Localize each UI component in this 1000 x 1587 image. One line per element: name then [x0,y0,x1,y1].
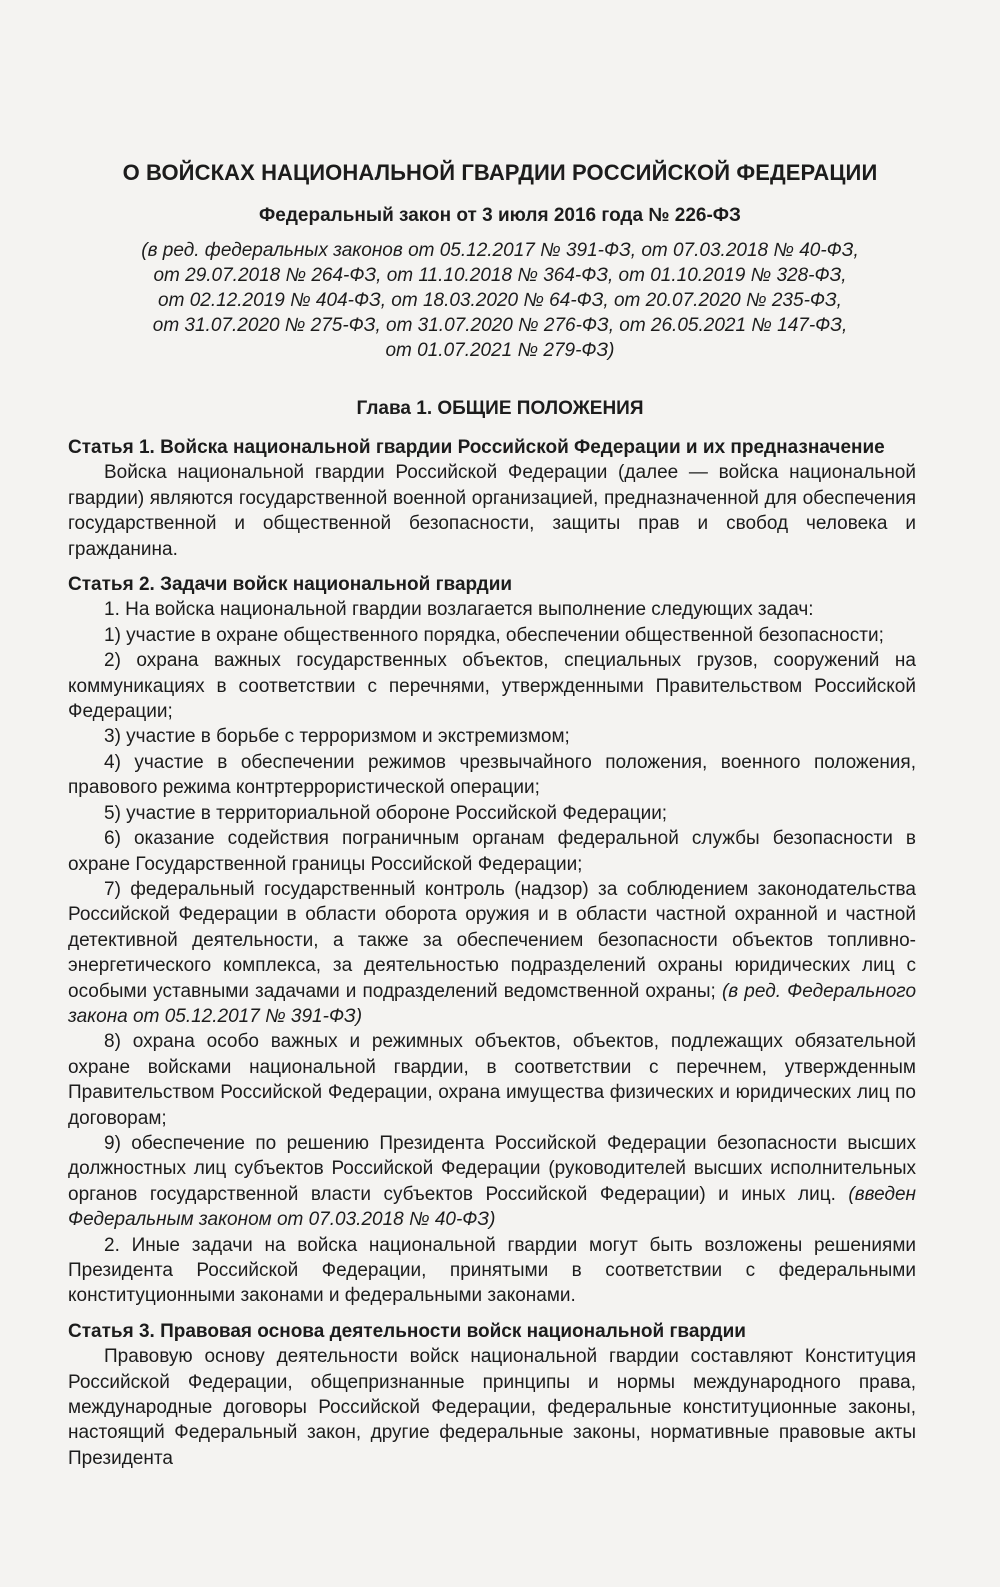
article-2-item-8: 8) охрана особо важных и режимных объектов, объектов, подлежащих обязательной охране войсками национальной гвардии, в соответствии с перечнем, утвержденным Правительством Российской Федерации, охрана имущества физических и юридических лиц по договорам; [68,1031,916,1129]
amendments-line: от 02.12.2019 № 404-ФЗ, от 18.03.2020 № 64-ФЗ, от 20.07.2020 № 235-ФЗ, [158,290,842,311]
article-2-item-9 [68,1131,916,1233]
article-2-title: Статья 2. Задачи войск национальной гвардии [68,574,513,596]
article-2-item-9-note: (введен Федеральным законом от 07.03.2018 № 40-ФЗ) [68,1183,916,1231]
article-2-item-7 [68,877,916,1029]
article-2-item-2: 2) охрана важных государственных объектов, специальных грузов, сооружений на коммуникациях в соответствии с перечнями, утвержденными Правительством Российской Федерации; [68,650,916,723]
article-3-paragraph: Правовую основу деятельности войск национальной гвардии составляют Конституция Российской Федерации, общепризнанные принципы и нормы международного права, международные договоры Российской Федерации, федеральные конституционные законы, настоящий Федеральный закон, другие федеральные законы, нормативные правовые акты Президента [68,1346,916,1469]
article-2-item-1: 1) участие в охране общественного порядка, обеспечении общественной безопасности; [104,624,884,646]
amendments-line: от 01.07.2021 № 279-ФЗ) [385,340,615,361]
law-subtitle: Федеральный закон от 3 июля 2016 года № 226-ФЗ [259,205,741,226]
article-2-item-4: 4) участие в обеспечении режимов чрезвычайного положения, военного положения, правового режима контртеррористической операции; [68,751,916,799]
amendments-line: (в ред. федеральных законов от 05.12.2017 № 391-ФЗ, от 07.03.2018 № 40-ФЗ, [141,240,859,261]
document-body [68,435,916,1471]
article-2-item-3: 3) участие в борьбе с терроризмом и экстремизмом; [104,726,570,748]
article-2-item-6: 6) оказание содействия пограничным органам федеральной службы безопасности в охране Государственной границы Российской Федерации; [68,828,916,875]
chapter-heading: Глава 1. ОБЩИЕ ПОЛОЖЕНИЯ [356,398,644,419]
article-1-paragraph: Войска национальной гвардии Российской Федерации (далее — войска национальной гвардии) являются государственной военной организацией, предназначенной для обеспечения государственной и общественной безопасности, защиты прав и свобод человека и гражданина. [68,462,916,560]
article-2-item-7-text: 7) федеральный государственный контроль (надзор) за соблюдением законодательства Российской Федерации в области оборота оружия и в области частной охранной и частной детективной деятельности, а также за обеспечением безопасности объектов топливно-энергетического комплекса, за деятельностью подразделений охраны юридических лиц с особыми уставными задачами и подразделений ведомственной охраны; [68,878,916,1002]
article-2-paragraph-2: 2. Иные задачи на войска национальной гвардии могут быть возложены решениями Президента Российской Федерации, принятыми в соответствии с федеральными конституционными законами и федеральными законами. [68,1234,916,1307]
article-2-item-9-text: 9) обеспечение по решению Президента Российской Федерации безопасности высших должностных лиц субъектов Российской Федерации (руководителей высших исполнительных органов государственной власти субъектов Российской Федерации) и иных лиц. [68,1132,916,1205]
amendments-line: от 31.07.2020 № 275-ФЗ, от 31.07.2020 № 276-ФЗ, от 26.05.2021 № 147-ФЗ, [152,315,848,336]
document-title: О ВОЙСКАХ НАЦИОНАЛЬНОЙ ГВАРДИИ РОССИЙСКОЙ ФЕДЕРАЦИИ [122,160,878,185]
article-1-title: Статья 1. Войска национальной гвардии Российской Федерации и их предназначение [68,437,885,458]
amendments-note [110,238,890,363]
article-2-paragraph-1: 1. На войска национальной гвардии возлагается выполнение следующих задач: [104,599,814,621]
article-2-item-5: 5) участие в территориальной обороне Российской Федерации; [104,802,668,824]
amendments-line: от 29.07.2018 № 264-ФЗ, от 11.10.2018 № 364-ФЗ, от 01.10.2019 № 328-ФЗ, [153,265,847,286]
article-3-title: Статья 3. Правовая основа деятельности войск национальной гвардии [68,1320,746,1342]
article-2-item-7-note: (в ред. Федерального закона от 05.12.2017 № 391-ФЗ) [68,980,917,1027]
